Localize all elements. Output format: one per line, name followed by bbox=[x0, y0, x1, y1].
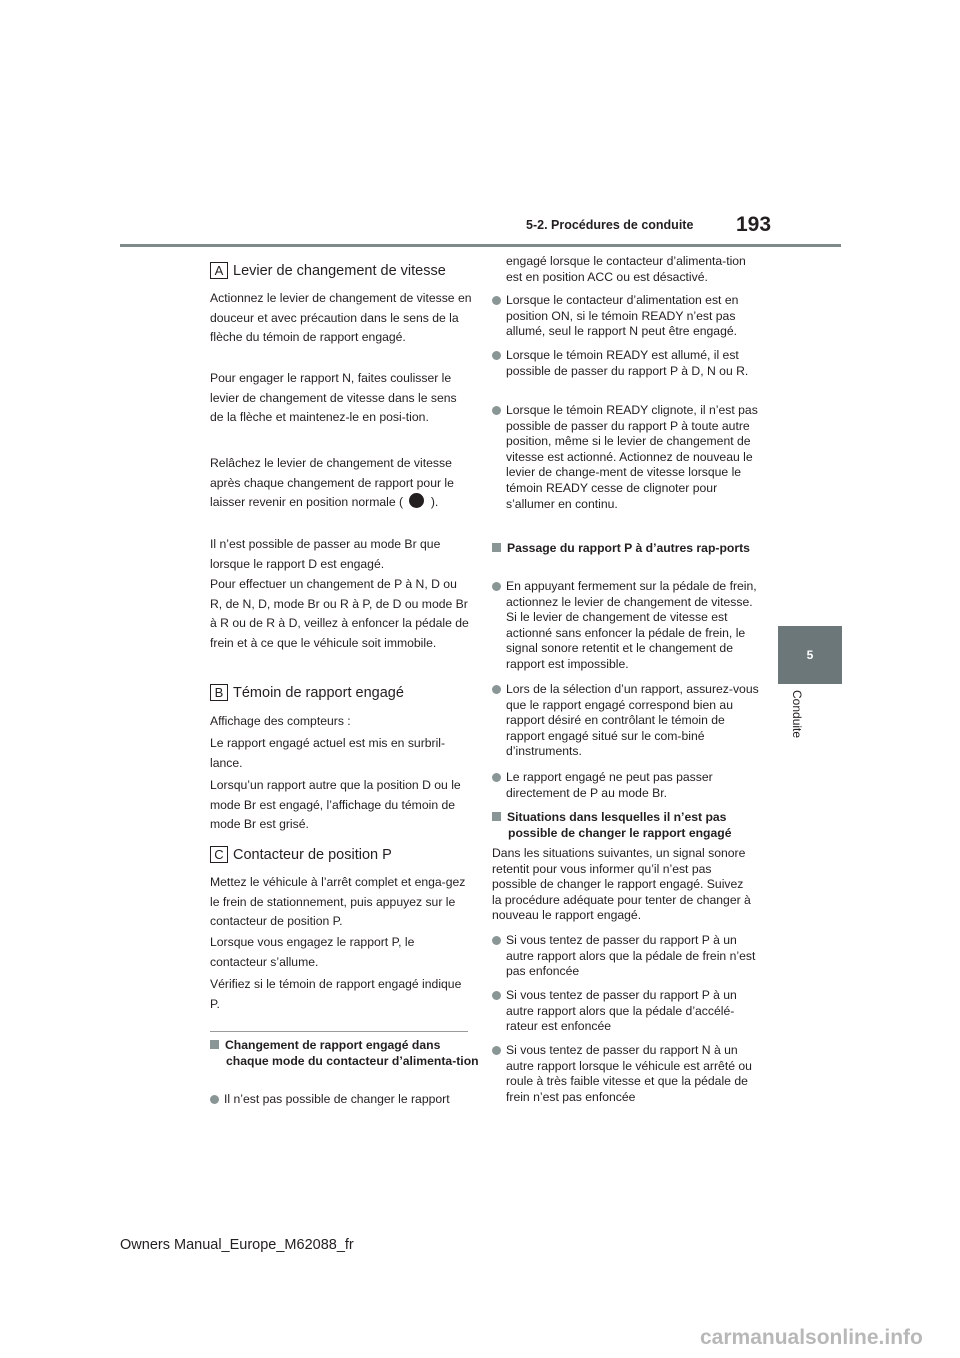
note-bullet-text: Il n’est pas possible de changer le rapport bbox=[224, 1092, 450, 1106]
section-a-p5: Pour effectuer un changement de P à N, D ou R, de N, D, mode Br ou R à P, de D ou mode Br à R ou de R à D, veillez à enfoncer la pédale de frein et à ce que le véhicule soit immobile. bbox=[210, 577, 469, 650]
list-item-text: Lorsque le contacteur d’alimentation est en position ON, si le témoin READY n’est pas allumé, seul le rapport N peut être engagé. bbox=[506, 293, 739, 339]
round-bullet-icon bbox=[492, 685, 501, 694]
section-a-p3-end: ). bbox=[430, 495, 439, 510]
list-item-text: Lorsque le témoin READY clignote, il n’est pas possible de passer du rapport P à toute autre position, même si le levier de changement de vitesse est actionné. Actionnez de nouveau le levier de change-ment de vitesse lorsque le témoin READY cesse de clignoter pour s’allumer en continu. bbox=[506, 403, 758, 511]
round-bullet-icon bbox=[492, 296, 501, 305]
list-item bbox=[492, 579, 764, 673]
shift-knob-neutral-icon bbox=[409, 493, 424, 508]
chapter-label: Conduite bbox=[790, 690, 804, 739]
section-b-heading bbox=[210, 684, 404, 701]
list-item bbox=[492, 348, 764, 379]
section-b-letter: B bbox=[210, 684, 228, 701]
section-a-p1: Actionnez le levier de changement de vitesse en douceur et avec précaution dans le sens de la flèche du témoin de rapport engagé. bbox=[210, 291, 472, 345]
list-item bbox=[492, 403, 764, 512]
list-item-text: Si vous tentez de passer du rapport P à un autre rapport alors que la pédale de frein n’est pas enfoncée bbox=[506, 933, 756, 979]
round-bullet-icon bbox=[492, 1046, 501, 1055]
square-bullet-icon bbox=[492, 543, 501, 552]
list-item bbox=[492, 1043, 764, 1105]
page-number: 193 bbox=[736, 213, 772, 236]
round-bullet-icon bbox=[210, 1095, 219, 1104]
section-a-letter: A bbox=[210, 262, 228, 279]
round-bullet-icon bbox=[492, 936, 501, 945]
section-c-letter: C bbox=[210, 846, 228, 863]
list-item bbox=[492, 933, 764, 980]
section-b-p2: Le rapport engagé actuel est mis en surbril-lance. bbox=[210, 736, 446, 770]
note-heading-text: Changement de rapport engagé dans chaque mode du contacteur d’alimenta-tion bbox=[225, 1038, 479, 1068]
section-b-p3: Lorsqu’un rapport autre que la position D ou le mode Br est engagé, l’affichage du témoin de mode Br est grisé. bbox=[210, 778, 461, 832]
situations-paragraph: Dans les situations suivantes, un signal sonore retentit pour vous informer qu’il n’est pas possible de changer le rapport engagé. Suivez la procédure adéquate pour tenter de changer à nouveau le rapport engagé. bbox=[492, 846, 751, 923]
round-bullet-icon bbox=[492, 351, 501, 360]
heading-gear-change-text: Passage du rapport P à d’autres rap-ports bbox=[507, 541, 750, 555]
round-bullet-icon bbox=[492, 991, 501, 1000]
chapter-tab bbox=[778, 626, 842, 684]
section-a-p3-text: Relâchez le levier de changement de vitesse après chaque changement de rapport pour le laisser revenir en position normale ( bbox=[210, 456, 454, 510]
list-item-text: Lors de la sélection d’un rapport, assurez-vous que le rapport engagé correspond bien au rapport désiré en contrôlant le témoin de rapport engagé situé sur le com-biné d’instruments. bbox=[506, 682, 759, 759]
section-a-p2: Pour engager le rapport N, faites coulisser le levier de changement de vitesse dans le sens de la flèche et maintenez-le en posi-tion. bbox=[210, 371, 457, 425]
note-bullet bbox=[210, 1092, 480, 1108]
section-c-title: Contacteur de position P bbox=[233, 846, 392, 863]
note-divider bbox=[210, 1031, 468, 1032]
list-item bbox=[492, 682, 764, 760]
list-item bbox=[492, 770, 764, 801]
list-item bbox=[492, 293, 764, 340]
section-header: 5-2. Procédures de conduite bbox=[526, 218, 694, 232]
list-item bbox=[492, 988, 764, 1035]
chapter-number: 5 bbox=[806, 648, 814, 662]
section-c-p1: Mettez le véhicule à l’arrêt complet et enga-gez le frein de stationnement, puis appuyez sur le contacteur de position P. bbox=[210, 875, 466, 929]
section-c-p2: Lorsque vous engagez le rapport P, le contacteur s’allume. bbox=[210, 935, 415, 969]
section-c-heading bbox=[210, 846, 392, 863]
list-item-text: En appuyant fermement sur la pédale de frein, actionnez le levier de changement de vitesse. Si le levier de changement de vitesse est actionné sans enfoncer la pédale de frein, le signal sonore retentit et le changement de rapport est impossible. bbox=[506, 579, 757, 671]
list-item-text: Si vous tentez de passer du rapport N à un autre rapport lorsque le véhicule est arrêté ou roule à très faible vitesse et que la pédale de frein n’est pas enfoncée bbox=[506, 1043, 752, 1104]
list-item-text: Si vous tentez de passer du rapport P à un autre rapport alors que la pédale d’accélé-rateur est enfoncée bbox=[506, 988, 737, 1034]
section-a-heading bbox=[210, 262, 446, 279]
heading-situations-text: Situations dans lesquelles il n’est pas possible de changer le rapport engagé bbox=[507, 810, 732, 840]
section-b-title: Témoin de rapport engagé bbox=[233, 684, 404, 701]
heading-gear-change bbox=[492, 541, 766, 557]
section-a-p4: Il n’est possible de passer au mode Br que lorsque le rapport D est engagé. bbox=[210, 537, 441, 571]
section-b-p1: Affichage des compteurs : bbox=[210, 714, 351, 728]
heading-situations bbox=[492, 810, 766, 841]
round-bullet-icon bbox=[492, 406, 501, 415]
watermark: carmanualsonline.info bbox=[700, 1326, 923, 1349]
section-c-p3: Vérifiez si le témoin de rapport engagé indique P. bbox=[210, 977, 462, 1011]
section-a-title: Levier de changement de vitesse bbox=[233, 262, 446, 279]
list-item-text: Lorsque le témoin READY est allumé, il est possible de passer du rapport P à D, N ou R. bbox=[506, 348, 749, 378]
note-heading bbox=[210, 1038, 482, 1069]
continuation-text: engagé lorsque le contacteur d’alimenta-tion est en position ACC ou est désactivé. bbox=[506, 254, 746, 284]
document-footer: Owners Manual_Europe_M62088_fr bbox=[120, 1237, 354, 1253]
round-bullet-icon bbox=[492, 773, 501, 782]
square-bullet-icon bbox=[210, 1040, 219, 1049]
header-divider bbox=[120, 244, 841, 247]
round-bullet-icon bbox=[492, 582, 501, 591]
square-bullet-icon bbox=[492, 812, 501, 821]
list-item-text: Le rapport engagé ne peut pas passer directement de P au mode Br. bbox=[506, 770, 713, 800]
section-a-p3 bbox=[210, 454, 472, 513]
